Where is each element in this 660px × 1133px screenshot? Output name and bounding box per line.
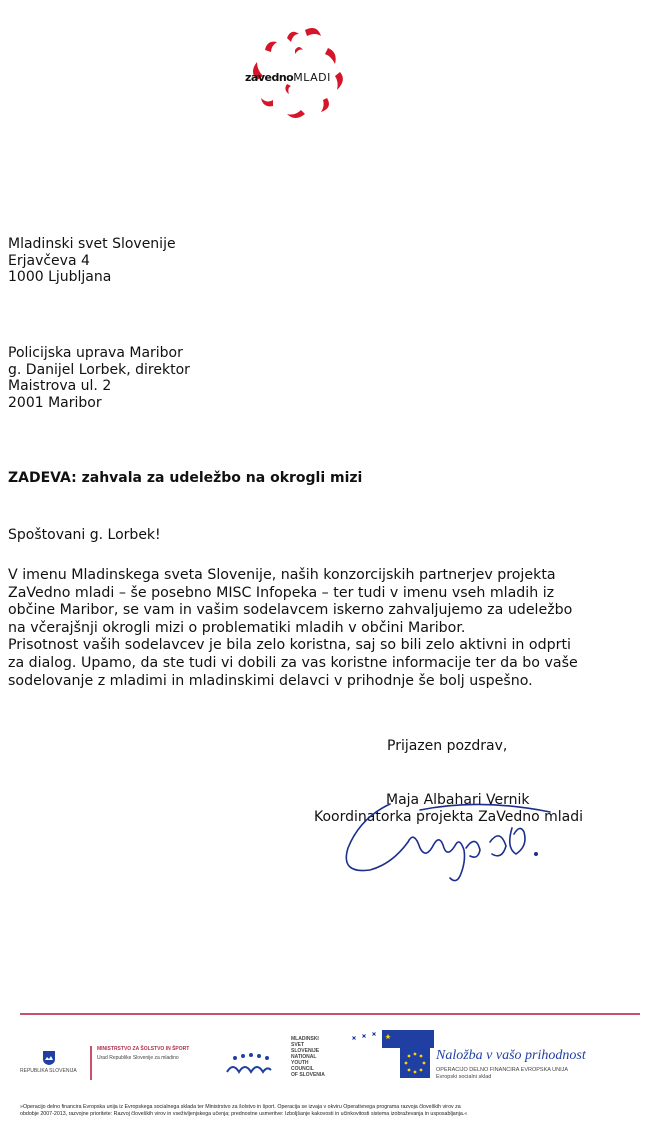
footnote-line: obdobje 2007-2013, razvojne prioritete: Razvoj človeških virov in vseživljenjskega učenja; prednostne usmeritve: Izboljšanje kakovosti in učinkovitosti sistema izobraževanja in usposabljanja.« [20,1111,468,1117]
handwritten-signature [330,798,560,888]
youth-council-line: NATIONAL [291,1054,317,1060]
sender-line: Erjavčeva 4 [8,252,90,269]
footer-footnote [20,1104,467,1118]
letter-body [8,567,648,690]
sender-address [8,236,176,286]
youth-council-line: SLOVENIJE [291,1048,320,1054]
republic-slovenia-logo [20,1050,80,1090]
eu-logo-block [350,1030,640,1094]
body-line: za dialog. Upamo, da ste tudi vi dobili za vas koristne informacije ter da bo vaše [8,654,578,671]
closing: Prijazen pozdrav, [387,738,508,754]
recipient-line: Policijska uprava Maribor [8,345,183,361]
recipient-line: g. Danijel Lorbek, direktor [8,361,190,378]
slovenia-coat-of-arms-icon [42,1050,56,1066]
ministry-label: MINISTRSTVO ZA ŠOLSTVO IN ŠPORT [97,1046,190,1052]
ministry-sub: Urad Republike Slovenije za mladino [97,1055,179,1061]
signatory-title: Koordinatorka projekta ZaVedno mladi [314,809,584,825]
youth-council-line: MLADINSKI [291,1036,319,1042]
recipient-line: Maistrova ul. 2 [8,378,112,394]
sender-line: 1000 Ljubljana [8,269,112,285]
recipient-line: 2001 Maribor [8,394,102,411]
youth-council-line: SVET [291,1042,305,1048]
signatory-name: Maja Albahari Vernik [386,792,530,808]
youth-council-text [291,1036,325,1078]
youth-council-logo [225,1036,335,1092]
youth-council-line: YOUTH [291,1060,309,1066]
logo-wordmark [245,71,331,84]
recipient-address [8,345,190,411]
eu-flag-icon [350,1030,435,1080]
republic-label: REPUBLIKA SLOVENIJA [20,1068,77,1074]
body-line: Prisotnost vaših sodelavcev je bila zelo koristna, saj so bili zelo aktivni in odprti [8,637,571,654]
zavedno-mladi-logo [235,20,365,130]
footer-logos [20,1030,640,1100]
eu-cofinance-label: OPERACIJO DELNO FINANCIRA EVROPSKA UNIJA [436,1067,569,1073]
logo-word-zavedno: zavedno [245,71,294,84]
footer-divider [20,1013,640,1015]
subject-line: ZADEVA: zahvala za udeležbo na okrogli mizi [8,470,363,486]
body-line: sodelovanje z mladimi in mladinskimi delavci v prihodnje še bolj uspešno. [8,672,533,689]
youth-council-wave-icon [225,1050,273,1080]
body-line: na včerajšnji okrogli mizi o problematiki mladih v občini Maribor. [8,619,466,636]
salutation: Spoštovani g. Lorbek! [8,527,161,543]
esf-label: Evropski socialni sklad [436,1074,492,1080]
sender-line: Mladinski svet Slovenije [8,236,176,252]
footnote-line: »Operacijo delno financira Evropska unija iz Evropskega socialnega sklada ter Ministrstvo za šolstvo in šport. Operacija se izvaja v okviru Operativnega programa razvoja človeških virov za [20,1104,461,1110]
logo-word-mladi: MLADI [293,71,331,84]
body-line: občine Maribor, se vam in vašim sodelavcem iskerno zahvaljujemo za udeležbo [8,602,573,619]
body-line: ZaVedno mladi – še posebno MISC Infopeka – ter tudi v imenu vseh mladih iz [8,584,555,601]
youth-council-line: OF SLOVENIA [291,1072,325,1078]
youth-council-line: COUNCIL [291,1066,314,1072]
body-line: V imenu Mladinskega sveta Slovenije, naših konzorcijskih partnerjev projekta [8,567,556,583]
ministry-logo [90,1046,212,1080]
investment-slogan: Naložba v vašo prihodnost [436,1048,586,1063]
